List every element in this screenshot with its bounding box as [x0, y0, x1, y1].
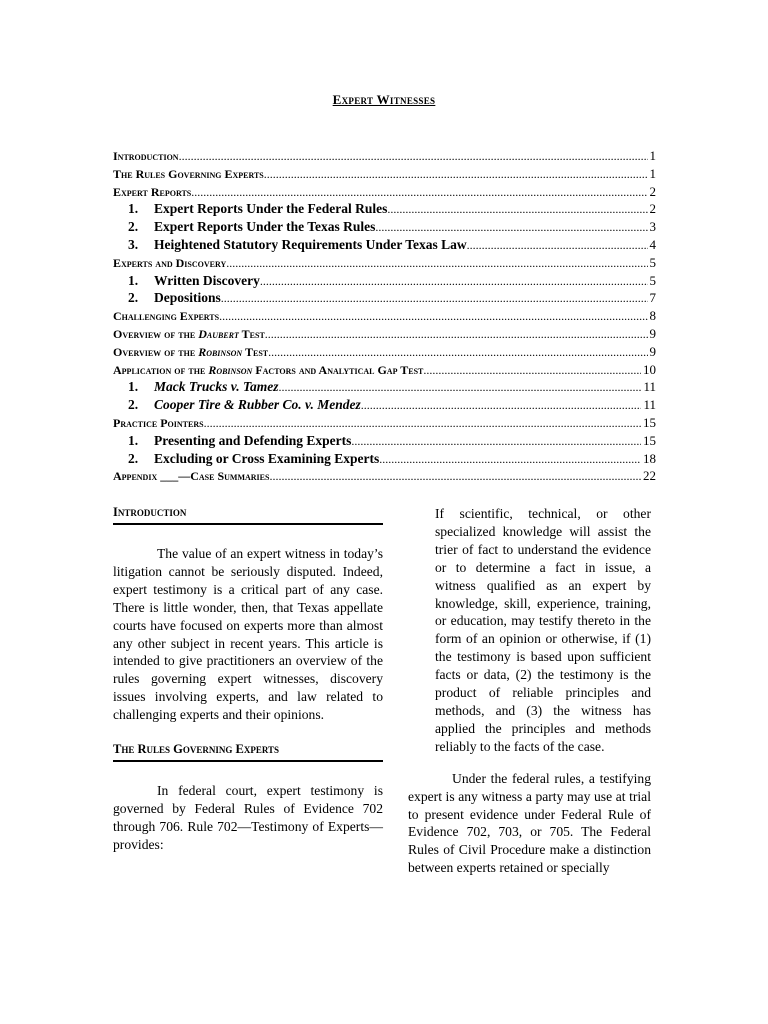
toc-entry[interactable] — [113, 415, 656, 433]
toc-entry-label — [113, 327, 265, 342]
toc-entry-label: Appendix ___—Case Summaries — [113, 469, 270, 484]
toc-entry-label: Challenging Experts — [113, 309, 220, 324]
toc-entry[interactable] — [113, 451, 656, 469]
toc-dot-leader — [264, 167, 648, 182]
toc-entry[interactable] — [113, 255, 656, 273]
toc-entry-label-part: Test — [242, 344, 269, 359]
toc-entry-page-number: 7 — [649, 290, 656, 306]
toc-entry-page-number: 22 — [643, 468, 656, 484]
toc-dot-leader — [379, 452, 641, 467]
toc-entry[interactable] — [113, 344, 656, 362]
toc-entry-label: Depositions — [154, 290, 221, 306]
toc-entry-label-italic: Cooper Tire & Rubber Co. v. Mendez — [154, 397, 361, 413]
toc-entry-label-part: Overview of the — [113, 326, 199, 341]
toc-dot-leader — [219, 309, 647, 324]
toc-entry-label: Presenting and Defending Experts — [154, 432, 352, 448]
toc-dot-leader — [268, 345, 647, 360]
table-of-contents — [113, 148, 656, 486]
toc-entry[interactable] — [113, 201, 656, 219]
toc-entry[interactable] — [113, 273, 656, 291]
toc-dot-leader — [221, 291, 648, 306]
toc-entry-number: 1. — [128, 201, 139, 217]
toc-dot-leader — [279, 380, 642, 395]
toc-entry-number: 2. — [128, 450, 139, 466]
toc-entry-page-number: 15 — [643, 414, 656, 430]
toc-entry-label-part: Test — [238, 326, 265, 341]
toc-entry[interactable] — [113, 379, 656, 397]
toc-entry[interactable] — [113, 433, 656, 451]
federal-rules-paragraph: Under the federal rules, a testifying expert is any witness a party may use at trial to present evidence under Federal Rule of Evidence 702, 703, or 705. The Federal Rules of Civil Procedure make a distinction between experts retained or specially — [408, 770, 651, 876]
toc-dot-leader — [387, 202, 647, 217]
toc-entry-label-part: Overview of the — [113, 344, 199, 359]
toc-entry-label-italic: Daubert — [198, 326, 239, 341]
toc-entry-label-part: Factors and Analytical Gap Test — [252, 362, 424, 377]
toc-entry-label — [113, 363, 423, 378]
toc-entry[interactable] — [113, 362, 656, 380]
toc-dot-leader — [179, 149, 648, 164]
right-column — [408, 505, 651, 877]
toc-entry[interactable] — [113, 166, 656, 184]
toc-entry-label — [113, 345, 268, 360]
toc-entry-label-italic: Robinson — [208, 362, 253, 377]
introduction-paragraph: The value of an expert witness in today’s litigation cannot be seriously disputed. Indeed, expert testimony is a critical part of any case. There is little wonder, then, that Texas appellate courts have focused on experts more than almost any other subject in recent years. This article is intended to give practitioners an overview of the rules governing expert witnesses, discovery issues involving experts, and law related to challenging experts and their opinions. — [113, 546, 383, 723]
toc-entry-page-number: 18 — [643, 450, 656, 466]
toc-entry-page-number: 2 — [649, 183, 656, 199]
toc-entry-page-number: 11 — [643, 379, 656, 395]
toc-entry-number: 1. — [128, 379, 139, 395]
toc-entry-page-number: 9 — [649, 325, 656, 341]
toc-entry-label: Expert Reports Under the Texas Rules — [154, 219, 376, 235]
toc-entry-label — [154, 379, 279, 395]
toc-entry-label-part: Application of the — [113, 362, 209, 377]
toc-entry-number: 1. — [128, 272, 139, 288]
toc-entry-page-number: 15 — [643, 432, 656, 448]
toc-dot-leader — [204, 416, 641, 431]
toc-entry-number: 1. — [128, 432, 139, 448]
toc-entry-label-italic: Robinson — [198, 344, 243, 359]
toc-dot-leader — [361, 398, 642, 413]
toc-entry-label: Excluding or Cross Examining Experts — [154, 450, 380, 466]
left-column — [113, 505, 383, 854]
toc-entry-label: Experts and Discovery — [113, 255, 227, 270]
toc-entry[interactable] — [113, 397, 656, 415]
toc-entry[interactable] — [113, 237, 656, 255]
toc-dot-leader — [375, 220, 647, 235]
rule-702-quote: If scientific, technical, or other specialized knowledge will assist the trier of fact to understand the evidence or to determine a fact in issue, a witness qualified as an expert by knowledge, skill, experience, training, or education, may testify thereto in the form of an opinion or otherwise, if (1) the testimony is based upon sufficient facts or data, (2) the testimony is the product of reliable principles and methods, and (3) the witness has applied the principles and methods reliably to the facts of the case. — [435, 506, 651, 754]
toc-entry-page-number: 5 — [649, 254, 656, 270]
toc-entry-page-number: 1 — [649, 165, 656, 181]
toc-entry-label: Expert Reports Under the Federal Rules — [154, 201, 388, 217]
toc-entry[interactable] — [113, 184, 656, 202]
toc-dot-leader — [260, 274, 648, 289]
toc-entry-page-number: 5 — [649, 272, 656, 288]
toc-entry-number: 2. — [128, 397, 139, 413]
toc-entry-page-number: 8 — [649, 308, 656, 324]
toc-entry-page-number: 10 — [643, 361, 656, 377]
toc-entry-label: Practice Pointers — [113, 415, 204, 430]
toc-entry[interactable] — [113, 290, 656, 308]
toc-entry[interactable] — [113, 326, 656, 344]
document-title: Expert Witnesses — [332, 92, 436, 107]
toc-entry-page-number: 2 — [649, 201, 656, 217]
toc-entry-label: Heightened Statutory Requirements Under Texas Law — [154, 236, 467, 252]
toc-entry[interactable] — [113, 308, 656, 326]
toc-entry-label: Written Discovery — [154, 272, 260, 288]
toc-entry-page-number: 1 — [649, 148, 656, 163]
toc-entry-page-number: 11 — [643, 397, 656, 413]
toc-dot-leader — [269, 469, 641, 484]
toc-entry-page-number: 4 — [649, 236, 656, 252]
toc-entry-label — [154, 397, 361, 413]
toc-dot-leader — [467, 238, 648, 253]
toc-dot-leader — [226, 256, 647, 271]
toc-entry-label: Introduction — [113, 149, 179, 163]
toc-entry-page-number: 9 — [649, 343, 656, 359]
introduction-heading: Introduction — [113, 505, 383, 525]
toc-dot-leader — [423, 363, 641, 378]
toc-entry[interactable] — [113, 148, 656, 166]
toc-entry[interactable] — [113, 468, 656, 486]
toc-dot-leader — [191, 185, 647, 200]
toc-entry[interactable] — [113, 219, 656, 237]
toc-dot-leader — [265, 327, 648, 342]
toc-entry-page-number: 3 — [649, 219, 656, 235]
toc-entry-label-italic: Mack Trucks v. Tamez — [154, 379, 279, 395]
toc-entry-number: 2. — [128, 219, 139, 235]
toc-entry-label: The Rules Governing Experts — [113, 166, 264, 181]
toc-entry-number: 3. — [128, 236, 139, 252]
rules-governing-experts-heading: The Rules Governing Experts — [113, 742, 383, 762]
toc-entry-number: 2. — [128, 290, 139, 306]
rules-governing-experts-paragraph: In federal court, expert testimony is governed by Federal Rules of Evidence 702 through 706. Rule 702—Testimony of Experts—provides: — [113, 783, 383, 852]
toc-dot-leader — [351, 434, 641, 449]
toc-entry-label: Expert Reports — [113, 184, 192, 199]
